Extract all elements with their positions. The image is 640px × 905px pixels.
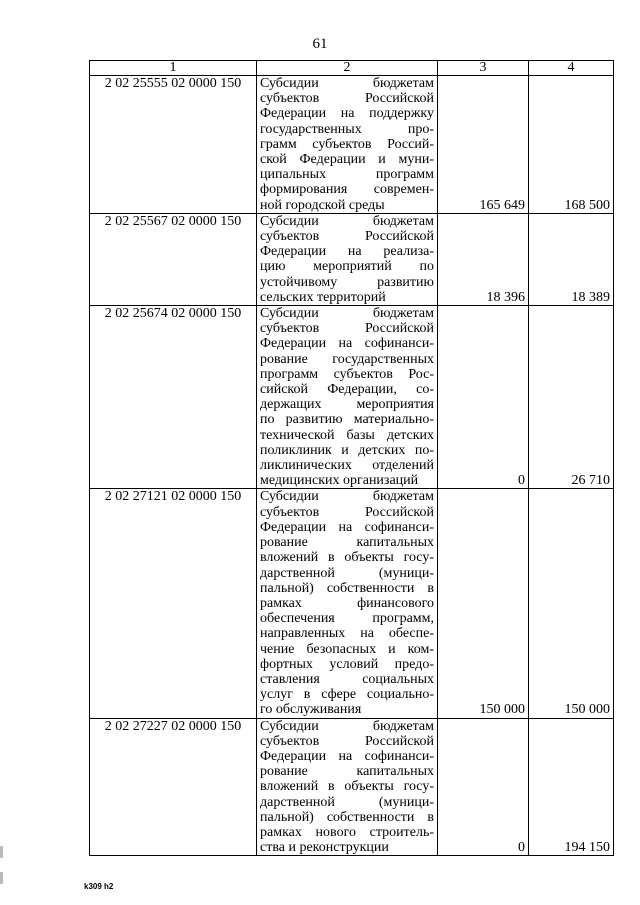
description-cell [257, 306, 438, 489]
table-body [90, 76, 614, 856]
description-line: сельских территорий [260, 289, 386, 305]
table-row [90, 213, 614, 305]
description-line: цию мероприятий по [260, 259, 434, 275]
description-line: Федерации на софинанси- [260, 748, 434, 764]
page-number: 61 [312, 36, 328, 52]
description-line: программ субъектов Рос- [260, 366, 434, 382]
budget-table [89, 60, 614, 856]
description-line: дарственной (муници- [260, 565, 434, 581]
description-line: ставления социальных [260, 671, 434, 687]
budget-code-cell: 2 02 25567 02 0000 150 [90, 213, 257, 305]
amount-col3-cell: 165 649 [438, 76, 529, 214]
description-line: ной городской среды [260, 197, 385, 213]
description-line: обеспечения программ, [260, 611, 434, 627]
description-line: Субсидии бюджетам [260, 718, 434, 734]
description-line: услуг в сфере социально- [260, 687, 434, 703]
description-line: Федерации на софинанси- [260, 336, 434, 352]
description-line: вложений в объекты госу- [260, 779, 434, 795]
description-line: рование государственных [260, 351, 434, 367]
description-line: направленных на обеспе- [260, 626, 434, 642]
description-line: пальной) собственности в [260, 809, 434, 825]
description-line: рамках финансового [260, 595, 434, 611]
budget-code-cell: 2 02 27227 02 0000 150 [90, 718, 257, 856]
description-line: пальной) собственности в [260, 580, 434, 596]
description-cell [257, 489, 438, 718]
description-cell [257, 213, 438, 305]
amount-col3-cell: 18 396 [438, 213, 529, 305]
amount-col4-cell: 168 500 [529, 76, 614, 214]
table-row [90, 306, 614, 489]
description-line: рование капитальных [260, 764, 434, 780]
description-line: рамках нового строитель- [260, 824, 434, 840]
description-line: Субсидии бюджетам [260, 76, 434, 91]
description-cell [257, 718, 438, 856]
scan-edge-mark [0, 846, 3, 858]
table-row [90, 76, 614, 214]
amount-col3-cell: 0 [438, 718, 529, 856]
footer-code: k309 h2 [84, 882, 114, 891]
description-line: Федерации на реализа- [260, 244, 434, 260]
column-header-3: 3 [438, 61, 529, 76]
table-row [90, 718, 614, 856]
column-header-4: 4 [529, 61, 614, 76]
table-row [90, 489, 614, 718]
table-header-row [90, 61, 614, 76]
description-line: ства и реконструкции [260, 840, 389, 856]
description-line: грамм субъектов Россий- [260, 136, 434, 152]
description-line: Субсидии бюджетам [260, 213, 434, 229]
amount-col3-cell: 0 [438, 306, 529, 489]
description-line: субъектов Российской [260, 229, 434, 245]
description-line: поликлиник и детских по- [260, 442, 434, 458]
description-line: субъектов Российской [260, 91, 434, 107]
description-line: медицинских организаций [260, 473, 419, 489]
description-line: держащих мероприятия [260, 397, 434, 413]
description-line: Федерации на поддержку [260, 106, 434, 122]
column-header-2: 2 [257, 61, 438, 76]
description-line: формирования современ- [260, 182, 434, 198]
description-line: фортных условий предо- [260, 656, 434, 672]
description-line: ликлинических отделений [260, 458, 434, 474]
description-line: Субсидии бюджетам [260, 306, 434, 322]
amount-col4-cell: 18 389 [529, 213, 614, 305]
budget-code-cell: 2 02 27121 02 0000 150 [90, 489, 257, 718]
description-cell [257, 76, 438, 214]
description-line: чение безопасных и ком- [260, 641, 434, 657]
budget-code-cell: 2 02 25555 02 0000 150 [90, 76, 257, 214]
description-line: субъектов Российской [260, 733, 434, 749]
description-line: дарственной (муници- [260, 794, 434, 810]
amount-col4-cell: 150 000 [529, 489, 614, 718]
budget-code-cell: 2 02 25674 02 0000 150 [90, 306, 257, 489]
description-line: Федерации на софинанси- [260, 519, 434, 535]
description-line: государственных про- [260, 121, 434, 137]
description-line: технической базы детских [260, 427, 434, 443]
description-line: субъектов Российской [260, 321, 434, 337]
description-line: ской Федерации и муни- [260, 152, 434, 168]
column-header-1: 1 [90, 61, 257, 76]
description-line: устойчивому развитию [260, 274, 434, 290]
description-line: Субсидии бюджетам [260, 489, 434, 505]
amount-col3-cell: 150 000 [438, 489, 529, 718]
description-line: сийской Федерации, со- [260, 382, 434, 398]
amount-col4-cell: 26 710 [529, 306, 614, 489]
scan-edge-mark [0, 872, 3, 884]
description-line: го обслуживания [260, 702, 362, 718]
description-line: рование капитальных [260, 535, 434, 551]
description-line: ципальных программ [260, 167, 434, 183]
description-line: субъектов Российской [260, 504, 434, 520]
amount-col4-cell: 194 150 [529, 718, 614, 856]
description-line: вложений в объекты госу- [260, 550, 434, 566]
description-line: по развитию материально- [260, 412, 434, 428]
